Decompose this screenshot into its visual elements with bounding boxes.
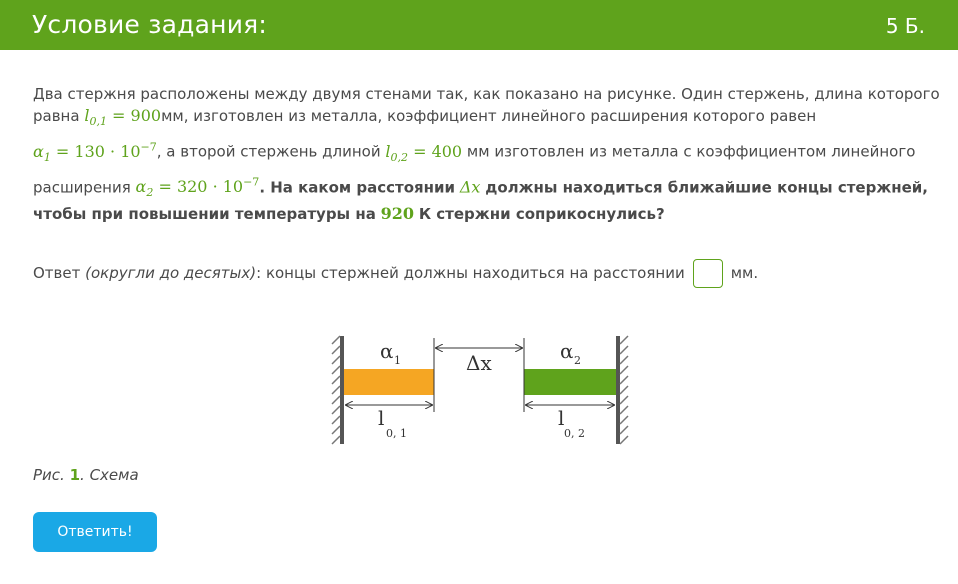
task-question: К стержни соприкоснулись? bbox=[418, 205, 665, 224]
answer-hint: (округли до десятых) bbox=[85, 264, 257, 282]
l1-sub: 0, 1 bbox=[386, 427, 407, 440]
answer-unit: мм. bbox=[730, 264, 759, 282]
caption-text: . Схема bbox=[80, 466, 139, 484]
task-text: , а второй стержень длиной bbox=[156, 142, 381, 161]
formula-dx: Δx bbox=[459, 177, 481, 197]
unit-mm: мм bbox=[466, 142, 490, 161]
temperature-value: 920 bbox=[380, 204, 415, 224]
scheme-figure bbox=[320, 330, 640, 450]
task-text: , изготовлен из металла, коэффициент линейного расширения которого равен bbox=[183, 107, 817, 125]
task-text: расширения bbox=[33, 178, 131, 197]
answer-row bbox=[33, 256, 758, 290]
header-title: Условие задания: bbox=[32, 10, 268, 39]
task-line-1 bbox=[33, 84, 940, 105]
answer-label: Ответ bbox=[33, 264, 81, 282]
dx-label: Δx bbox=[466, 351, 492, 375]
task-question: чтобы при повышении температуры на bbox=[33, 205, 376, 224]
rod-2 bbox=[524, 369, 616, 395]
answer-input[interactable] bbox=[693, 259, 723, 288]
task-score: 5 Б. bbox=[885, 14, 925, 38]
alpha1-sub: 1 bbox=[394, 354, 401, 367]
formula-alpha1: $\alpha_1 = 130 \cdot 10^{-7}$ bbox=[33, 140, 157, 164]
task-text: Два стержня расположены между двумя стенами так, как показано на рисунке. Один стержень, длина которого bbox=[33, 85, 940, 103]
alpha1-label: α bbox=[380, 339, 394, 363]
task-question: должны находиться ближайшие концы стержней, bbox=[485, 178, 928, 197]
task-statement bbox=[33, 84, 940, 225]
formula-l02: $l_{0,2} = 400$ bbox=[385, 141, 463, 164]
l2-label: l bbox=[558, 406, 565, 430]
task-line-3 bbox=[33, 136, 923, 168]
unit-mm: мм bbox=[161, 107, 184, 125]
task-text: равна bbox=[33, 107, 80, 125]
scheme-diagram bbox=[320, 330, 640, 450]
alpha2-label: α bbox=[560, 339, 574, 363]
task-text: изготовлен из металла с коэффициентом линейного bbox=[494, 142, 916, 161]
task-question: . На каком расстоянии bbox=[259, 178, 456, 197]
l1-label: l bbox=[378, 406, 385, 430]
formula-alpha2: $\alpha_2 = 320 \cdot 10^{-7}$ bbox=[135, 175, 260, 200]
alpha2-sub: 2 bbox=[574, 354, 581, 367]
formula-l01: $l_{0,1} = 900$ bbox=[84, 106, 162, 129]
submit-answer-button[interactable]: Ответить! bbox=[33, 512, 157, 552]
task-header bbox=[0, 0, 958, 50]
answer-label: : концы стержней должны находиться на расстоянии bbox=[256, 264, 685, 282]
left-wall bbox=[332, 336, 342, 444]
rod-1 bbox=[344, 369, 434, 395]
task-line-2 bbox=[33, 105, 923, 132]
right-wall bbox=[618, 336, 628, 444]
figure-caption bbox=[33, 466, 139, 484]
caption-number: 1 bbox=[69, 466, 81, 484]
task-line-4 bbox=[33, 172, 928, 204]
task-line-5 bbox=[33, 203, 923, 225]
l2-sub: 0, 2 bbox=[564, 427, 585, 440]
caption-prefix: Рис. bbox=[33, 466, 65, 484]
